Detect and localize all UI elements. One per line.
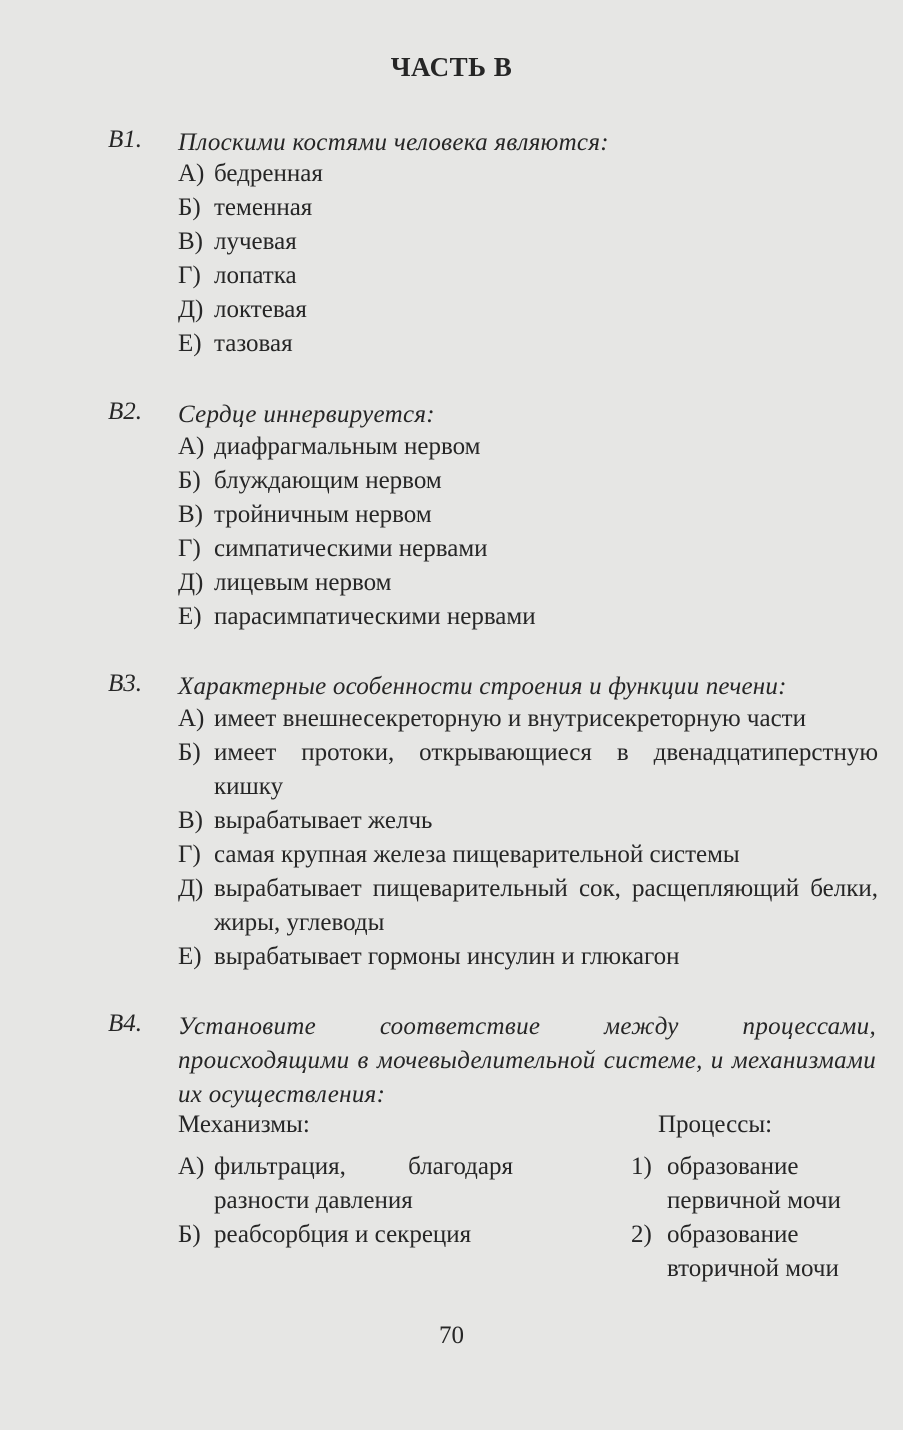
item-text: образование вторичной мочи <box>667 1221 839 1282</box>
option-text: локтевая <box>214 296 307 323</box>
option-text: вырабатывает пищеварительный сок, расщепляющий белки, жиры, углеводы <box>214 875 878 936</box>
option-text: вырабатывает гормоны инсулин и глюкагон <box>214 943 680 970</box>
option-g <box>178 838 878 872</box>
option-text: имеет протоки, открывающиеся в двенадцатиперстную кишку <box>214 739 878 800</box>
option-letter: Е) <box>178 603 202 630</box>
option-letter: Д) <box>178 569 204 596</box>
option-v <box>178 225 878 259</box>
options-list <box>178 157 878 361</box>
option-a <box>178 702 878 736</box>
option-letter: Б) <box>178 739 201 766</box>
option-letter: Б) <box>178 467 201 494</box>
question-number: В4. <box>108 1010 143 1037</box>
process-2 <box>631 1218 877 1286</box>
question-text: Плоскими костями человека являются: <box>178 129 609 156</box>
option-letter: В) <box>178 501 203 528</box>
question-text: Характерные особенности строения и функции печени: <box>178 673 787 700</box>
option-text: симпатическими нервами <box>214 535 488 562</box>
option-text: имеет внешнесекреторную и внутрисекреторную части <box>214 705 806 732</box>
option-letter: Г) <box>178 841 201 868</box>
option-a <box>178 157 878 191</box>
question-number: В3. <box>108 670 143 697</box>
option-e <box>178 940 878 974</box>
question-text: Установите соответствие между процессами, происходящими в мочевыделительной системе, и механизмами их осуществления: <box>178 1013 876 1108</box>
mechanisms-header: Механизмы: <box>178 1111 310 1138</box>
option-text: лопатка <box>214 262 297 289</box>
question-text: Сердце иннервируется: <box>178 401 435 428</box>
options-list <box>178 702 878 974</box>
option-text: бедренная <box>214 160 323 187</box>
option-letter: Е) <box>178 943 202 970</box>
option-letter: А) <box>178 705 205 732</box>
option-b <box>178 464 878 498</box>
option-d <box>178 872 878 940</box>
option-text: тройничным нервом <box>214 501 432 528</box>
option-d <box>178 293 878 327</box>
item-text: образование первичной мочи <box>667 1153 841 1214</box>
option-text: самая крупная железа пищеварительной системы <box>214 841 740 868</box>
option-text: диафрагмальным нервом <box>214 433 481 460</box>
option-text: лучевая <box>214 228 297 255</box>
option-text: тазовая <box>214 330 293 357</box>
option-letter: Е) <box>178 330 202 357</box>
page-number: 70 <box>439 1322 464 1349</box>
processes-header: Процессы: <box>658 1111 773 1138</box>
option-v <box>178 498 878 532</box>
option-text: блуждающим нервом <box>214 467 442 494</box>
option-e <box>178 600 878 634</box>
options-list <box>178 430 878 634</box>
item-letter: А) <box>178 1153 205 1180</box>
item-text: фильтрация, благодаря разности давления <box>214 1153 513 1214</box>
option-text: теменная <box>214 194 313 221</box>
process-1 <box>631 1150 877 1218</box>
option-d <box>178 566 878 600</box>
item-text: реабсорбция и секреция <box>214 1221 472 1248</box>
mechanism-a <box>178 1150 513 1218</box>
option-text: вырабатывает желчь <box>214 807 433 834</box>
option-letter: А) <box>178 433 205 460</box>
option-e <box>178 327 878 361</box>
option-g <box>178 532 878 566</box>
option-letter: В) <box>178 807 203 834</box>
option-letter: Г) <box>178 262 201 289</box>
option-a <box>178 430 878 464</box>
item-letter: 2) <box>631 1221 652 1248</box>
option-b <box>178 191 878 225</box>
option-v <box>178 804 878 838</box>
option-b <box>178 736 878 804</box>
item-letter: 1) <box>631 1153 652 1180</box>
question-number: В1. <box>108 126 143 153</box>
mechanism-b <box>178 1218 513 1252</box>
option-letter: В) <box>178 228 203 255</box>
item-letter: Б) <box>178 1221 201 1248</box>
option-letter: А) <box>178 160 205 187</box>
option-letter: Д) <box>178 875 204 902</box>
option-letter: Б) <box>178 194 201 221</box>
question-number: В2. <box>108 398 143 425</box>
option-letter: Г) <box>178 535 201 562</box>
option-letter: Д) <box>178 296 204 323</box>
section-title: ЧАСТЬ В <box>390 52 513 82</box>
option-text: лицевым нервом <box>214 569 392 596</box>
option-text: парасимпатическими нервами <box>214 603 536 630</box>
option-g <box>178 259 878 293</box>
